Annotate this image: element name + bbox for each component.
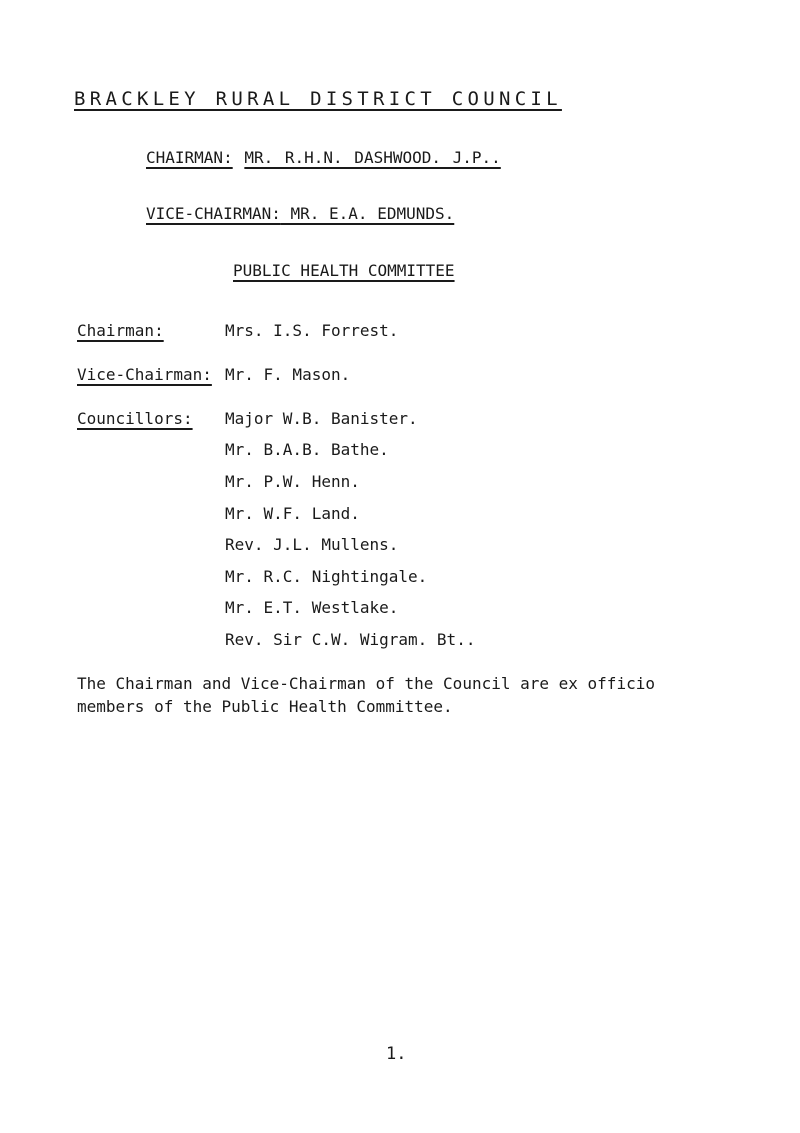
note-line-1: The Chairman and Vice-Chairman of the Council are ex officio: [77, 674, 655, 693]
council-chairman-line: [146, 148, 501, 167]
councillor-item: Major W.B. Banister.: [225, 409, 418, 428]
ex-officio-note: [77, 672, 777, 718]
councillor-item: Mr. P.W. Henn.: [225, 472, 360, 491]
committee-chairman-label: Chairman:: [77, 321, 164, 340]
council-chairman-label: CHAIRMAN:: [146, 148, 233, 167]
council-title: BRACKLEY RURAL DISTRICT COUNCIL: [74, 88, 562, 110]
page-number: 1.: [386, 1044, 407, 1064]
councillor-item: Mr. E.T. Westlake.: [225, 598, 399, 617]
councillors-label: Councillors:: [77, 409, 193, 428]
committee-chairman-name: Mrs. I.S. Forrest.: [225, 321, 399, 340]
council-vice-chairman-label: VICE-CHAIRMAN:: [146, 204, 281, 223]
council-chairman-name: MR. R.H.N. DASHWOOD. J.P..: [244, 148, 501, 167]
councillor-item: Mr. R.C. Nightingale.: [225, 567, 428, 586]
councillor-item: Rev. Sir C.W. Wigram. Bt..: [225, 630, 476, 649]
committee-title: PUBLIC HEALTH COMMITTEE: [233, 261, 455, 280]
councillor-item: Mr. B.A.B. Bathe.: [225, 440, 389, 459]
note-line-2: members of the Public Health Committee.: [77, 697, 453, 716]
councillor-item: Mr. W.F. Land.: [225, 504, 360, 523]
committee-vice-chairman-label: Vice-Chairman:: [77, 365, 212, 384]
council-vice-chairman-name: MR. E.A. EDMUNDS.: [290, 204, 455, 223]
council-vice-chairman-line: [146, 204, 454, 223]
councillor-item: Rev. J.L. Mullens.: [225, 535, 399, 554]
committee-vice-chairman-name: Mr. F. Mason.: [225, 365, 351, 384]
